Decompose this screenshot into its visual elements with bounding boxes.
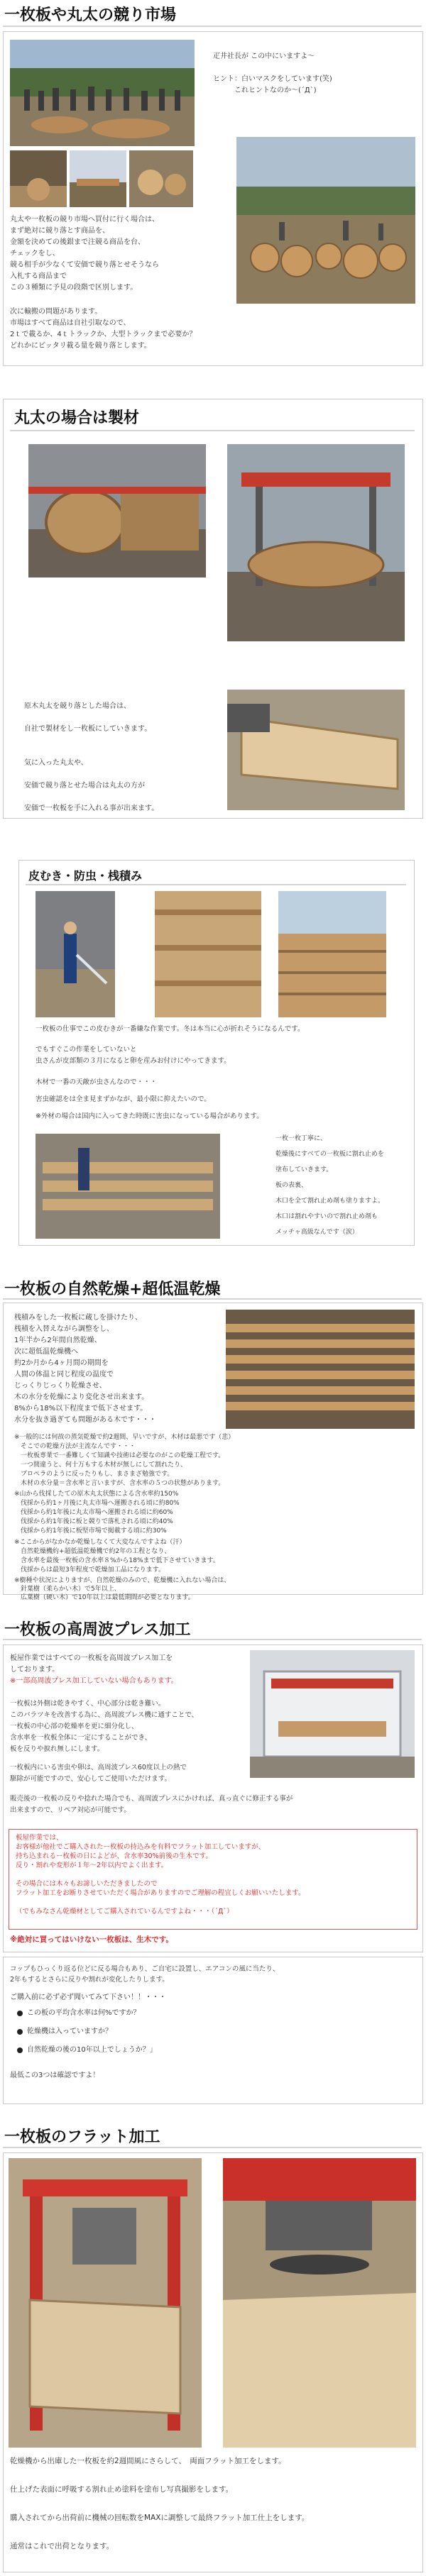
flat-p2: 仕上げた表面に呼吸する割れ止め塗料を塗布し写真撮影をします。 [10,2485,234,2494]
sawmill-title-rule [10,430,415,431]
peel-side-text: 一枚一枚丁寧に、 乾燥後にすべての一枚板に割れ止めを 塗布していきます。 板の表裏、 木口を全て割れ止め剤も塗りますよ。 木口は割れやすいので割れ止め剤も メッチャ高級なんです（涙） [275,1135,385,1236]
check-bullet-3 [17,2047,23,2053]
press-tips: コップもひっくり返る位どに反る場合もあり、ご自宅に設置し、エアコンの風に当たり、 2年もするとさらに反りや割れが変化したりします。 [10,1965,280,1984]
market-body-1: 丸太や一枚板の競り市場へ買付に行く場合は、 まず絶対に競り落とす商品を、 金額を決めての後銀まで注競る商品を台、 チェックをし、 競る相手が少なくて安価で競り落とせそうなら 入札する商品まで この３種類に予見の段階で区別します。 [10,216,159,292]
press-intro: 板屋作業ではすべての一枚板を高周波プレス加工を しております。 [10,1654,173,1674]
press-note: ※一部高周波プレス加工していない場合もあります。 [10,1677,178,1685]
sawmill-photo-2 [227,444,405,641]
dry-note-1: ※一般的には何故の蒸気乾燥で約2週間、早いですが、木材は最悪です（悲） そこでの乾燥方法が主流なんです・・・ 一枚板専業で一番難しくて知識や技術は必要なのがこの乾燥工程です。 一つ間違うと、何十万もする木材が無しにして割れたり、 プロペラのように反ったりもし、まさまざ勉強です。 木材の水分量＝含水率と言いますが、含水率の５つの状態があります。 [14,1434,235,1487]
dry-body: 桟積みをした一枚板に蔵しを掛けたり、 桟積を入替えながら調整をし、 1年半から2年間自然乾燥、 次に超低温乾燥機へ 約2か月から4ヶ月間の期間を 人間の体温と同じ程度の温度で じっくりじっくり乾燥させ、 木の水分を乾燥により変化させ出来ます。 8%から18%以下程度まで低下させます。 水分を抜き過ぎても問題がある木です・・・ [14,1314,156,1424]
dry-note-3: ※ここからがなかなか乾燥しなくて大変なんですよね（汗） 自然乾燥機約+超低温乾燥機で約2年の工程となり、 含水率を最後一枚板の含水率８%から18%まで低下させていきます。 伐採からは最短3年程度で乾燥加工品になります。 [14,1539,219,1574]
market-crowd-photo [10,40,195,146]
sawmill-title: 丸太の場合は製材 [14,409,140,427]
dry-stack-photo [226,1310,415,1429]
peel-line-3: 木材で一番の天敵が虫さんなので・・・ [36,1078,158,1086]
press-title-rule [3,1639,422,1640]
press-check-3: 自然乾燥の後の10年以上でしょうか？」 [27,2046,157,2054]
check-bullet-1 [17,2011,23,2016]
press-warn: ※絶対に買ってはいけない一枚板は、生木です。 [10,1935,173,1944]
dry-note-4: ※樹種や状況によりますが、自然乾燥のみので、乾燥機に入れない場合は、 針葉樹（柔らかい木）で5年以上、 広葉樹（硬い木）で10年以上は最低期間が必要となります。 [14,1577,231,1601]
press-check-2: 乾燥機は入っていますか？ [27,2028,112,2035]
peel-photo-3 [278,891,386,1017]
press-body-2: 一枚板内にいる害虫や卵は、高周波プレス60度以上の熱で 駆除が可能ですので、安心してご使用いただけます。 [10,1764,187,1783]
press-body-3: 販売後の一枚板の反りや捻れた場合でも、高周波プレスにかければ、真っ直ぐに修正する事が 出来ますので、リペア対応が可能です。 [10,1795,293,1814]
peel-line-2: でもすぐこの作業をしていないと 虫さんが皮部類の３月になると卵を産みお付けにやってきます。 [36,1046,231,1065]
press-machine-photo [250,1650,415,1778]
market-photo-1 [10,150,67,207]
market-title-rule [3,26,422,27]
peel-photo-4 [36,1134,220,1239]
market-bubble-text: 疋井社長が この中にいますよ～ ヒント：白いマスクをしています(笑) これヒントなのか～(´Д`) [213,52,332,94]
peel-line-5: ※外材の場合は国内に入ってきた時既に害虫になっている場合があります。 [36,1112,263,1120]
press-title: 一枚板の高周波プレス加工 [4,1621,191,1639]
press-check-end: 最低この3つは確認ですよ！ [10,2072,100,2079]
dry-title: 一枚板の自然乾燥+超低温乾燥 [4,1281,221,1298]
market-photo-2 [70,150,126,207]
dry-note-2: ※山から伐採したての原木丸太状態による含水率約150% 伐採から約1ヶ月後に丸太市場へ運搬される頃に約80% 伐採から約1年後に丸太市場へ運搬される頃に約60% 伐採から約1年後に板と競りで落札される頃に約40% 伐採から約1年後に板堅市場で掲載する頃に約30% [14,1491,180,1535]
peel-line-4: 害虫確認をは全ま見まずかなが、最小限に抑えたいので。 [36,1095,211,1103]
market-body-2: 次に輸搬の問題があります。 市場はすべて商品は自社引取なので、 2ｔで載るか、4ｔトラックか、大型トラックまで必要か？ どれかにピッタリ載る量を競り落とします。 [10,308,197,350]
flat-machine-photo-1 [9,2158,202,2448]
peel-photo-2 [155,891,261,1017]
press-check-intro: ご購入前に必ず必ず聞いてみて下さい！！・・・ [10,1994,166,2001]
market-photo-3 [129,150,193,207]
flat-p4: 通常はこれで出荷となります。 [10,2542,114,2550]
peel-title: 皮むき・防虫・桟積み [28,869,143,883]
sawmill-photo-1 [28,444,206,577]
market-logs-photo [236,137,415,304]
press-box-text: 板屋作業では、 お客様が他社でご購入されたー枚板の持込みを有料でフラット加工していますが、 持ち込まれるー枚板の日によどが、含水率30%前後の生木です。 反り・割れや変形が１年～2年以内でよく出ます。 その場合には木々もお諦しいただきましたので フラット加工をお断りさせていただく場合がありますのでご理解の程宜しくお願いいたします。 （でもみなさん乾燥材としてご購入されているんですよね・・・（´Д`） [16,1834,305,1916]
peel-photo-1 [36,891,115,1017]
peel-line-1: 一枚板の仕事でこの皮むきが一番嫌な作業です。冬は本当に心が折れそうになるんです。 [36,1025,305,1033]
flat-title: 一枚板のフラット加工 [4,2128,160,2146]
press-body: 一枚板は外側は乾きやすく、中心部分は乾き難い。 このバラツキを改善する為に、高周波プレス機に通すことで、 一枚板の中心部の乾燥率を更に細分化し、 含水率を一枚板全体に一定にすることができ、 板を反りや捩れ無しにします。 [10,1700,199,1753]
market-title: 一枚板や丸太の競り市場 [4,6,177,24]
press-check-1: この板の平均含水率は何%ですか？ [27,2009,141,2017]
dry-title-rule [3,1298,422,1300]
sawmill-photo-3 [227,690,405,810]
flat-title-rule [3,2147,422,2148]
check-bullet-2 [17,2029,23,2035]
flat-p3: 購入されてから出荷前に機械の回転数をMAXに調整して最終フラット加工仕上をします。 [10,2514,310,2522]
flat-machine-photo-2 [223,2158,416,2448]
sawmill-text: 原木丸太を競り落とした場合は、 自社で製材をし一枚板にしていきます。 気に入った丸太や、 安価で競り落とせた場合は丸太の方が 安価で一枚板を手に入れる事が出来ます。 [24,702,159,812]
flat-p1: 乾燥機から出庫した一枚板を約2週間風にさらして、 両面フラット加工をします。 [10,2457,286,2465]
peel-title-rule [26,884,406,885]
